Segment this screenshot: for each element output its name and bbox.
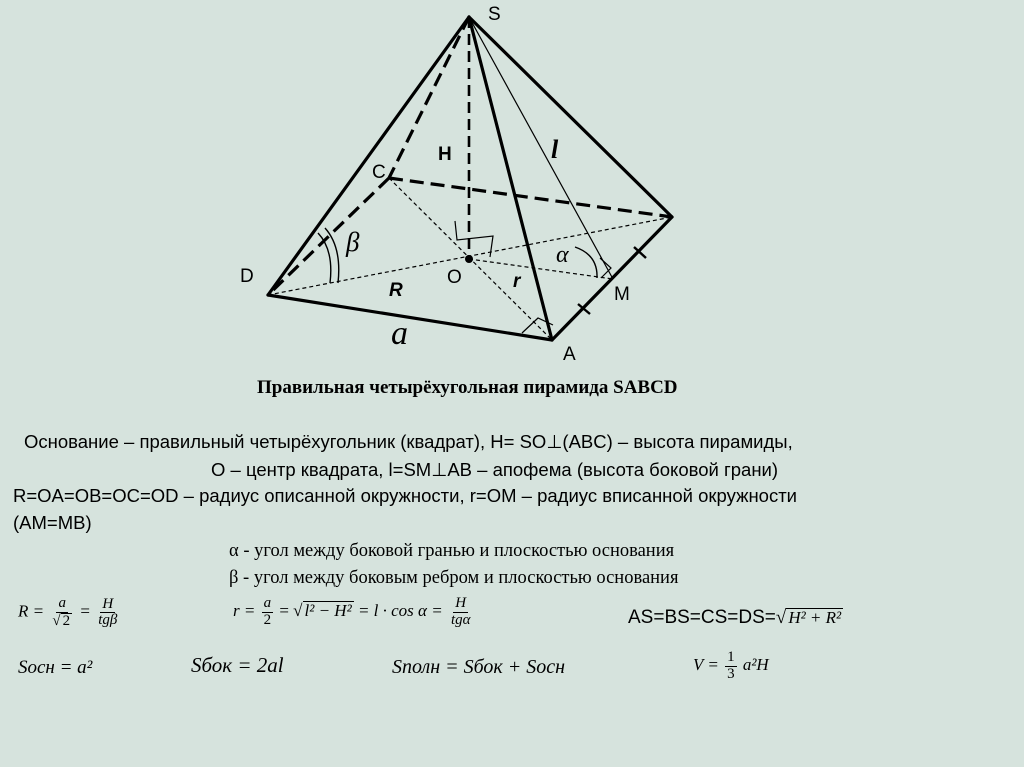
formula-edges-lhs: AS=BS=CS=DS= bbox=[628, 607, 776, 628]
denominator-tgb: tgβ bbox=[98, 612, 118, 629]
numerator-H: H bbox=[102, 595, 114, 612]
alpha-definition: α - угол между боковой гранью и плоскостью основания bbox=[229, 541, 675, 561]
formula-total-area: Sполн = Sбок + Sосн bbox=[392, 656, 566, 678]
edge-SB bbox=[469, 17, 672, 217]
formula-volume-lhs: V = bbox=[693, 655, 719, 675]
formula-base-area: Sосн = a² bbox=[18, 657, 93, 678]
edge-CD-hidden bbox=[268, 178, 389, 295]
right-angle-SM-mark bbox=[600, 258, 611, 278]
label-l: l bbox=[551, 135, 559, 164]
fraction-one-third bbox=[725, 650, 737, 683]
description-line-3: R=OA=OB=OC=OD – радиус описанной окружности, r=OM – радиус вписанной окружности bbox=[13, 487, 798, 506]
label-H: H bbox=[438, 144, 452, 165]
edge-DA bbox=[268, 295, 552, 340]
edge-AB bbox=[552, 217, 672, 340]
label-S: S bbox=[488, 4, 501, 25]
denominator-2: 2 bbox=[263, 611, 272, 628]
label-O: O bbox=[447, 267, 462, 288]
denominator-tga: tgα bbox=[450, 611, 471, 628]
numerator-a: a bbox=[58, 595, 66, 611]
formula-R-lhs: R = bbox=[18, 601, 45, 621]
formula-lateral-area: Sбок = 2al bbox=[191, 653, 284, 677]
description-line-4: (AM=MB) bbox=[13, 512, 92, 533]
denominator-3: 3 bbox=[727, 665, 735, 682]
label-beta: β bbox=[346, 227, 360, 257]
label-C: C bbox=[372, 162, 386, 183]
formula-volume bbox=[693, 650, 769, 683]
description-line-2: O – центр квадрата, l=SM⊥AB – апофема (высота боковой грани) bbox=[211, 459, 779, 480]
beta-arc-1 bbox=[318, 233, 331, 283]
numerator-1: 1 bbox=[727, 649, 735, 665]
label-a: a bbox=[391, 315, 408, 352]
formula-r: r = $\frac{a}{2}$ = √ l² − H² = l · cos α = $\frac{H}{\text{tgα}}$ bbox=[233, 595, 471, 628]
segment-OM bbox=[469, 259, 613, 279]
formula-lateral-edges: AS=BS=CS=DS=√ H² + R² bbox=[628, 607, 842, 628]
sqrt-l2-minus-H2: l² − H² bbox=[304, 601, 352, 621]
alpha-arc bbox=[575, 247, 597, 278]
formula-R: R = $\frac{a}{√ 2}$ = $\frac{H}{\text{tgβ}}$ bbox=[18, 595, 118, 629]
formula-volume-rest: a²H bbox=[742, 655, 769, 675]
numerator-a: a bbox=[263, 595, 272, 611]
right-angle-SO-mark bbox=[455, 221, 493, 257]
label-A: A bbox=[563, 344, 576, 365]
label-M: M bbox=[614, 284, 630, 305]
sqrt-H2-plus-R2: H² + R² bbox=[788, 608, 842, 627]
label-alpha: α bbox=[556, 242, 569, 268]
page-title: Правильная четырёхугольная пирамида SABCD bbox=[257, 377, 678, 398]
edge-CB-hidden bbox=[389, 178, 672, 217]
fraction-H-over-tgb bbox=[96, 597, 119, 630]
numerator-H: H bbox=[455, 595, 467, 611]
label-r: r bbox=[513, 271, 521, 292]
fraction-H-over-tga bbox=[449, 596, 473, 629]
label-R: R bbox=[389, 280, 403, 301]
point-O bbox=[465, 255, 473, 263]
fraction-a-over-sqrt2: $\frac{a}{√ 2}$ bbox=[52, 595, 71, 629]
formula-r-cos: = l · cos α = bbox=[357, 601, 443, 621]
label-D: D bbox=[240, 266, 254, 287]
description-line-1: Основание – правильный четырёхугольник (квадрат), H= SO⊥(ABC) – высота пирамиды, bbox=[24, 431, 793, 452]
fraction-a-over-2 bbox=[262, 596, 274, 629]
formula-r-lhs: r = bbox=[233, 601, 256, 621]
sqrt-2: 2 bbox=[62, 612, 71, 629]
beta-definition: β - угол между боковым ребром и плоскостью основания bbox=[229, 568, 679, 588]
edge-SA bbox=[469, 17, 552, 340]
edge-SC-hidden bbox=[389, 17, 469, 178]
apothem-SM bbox=[469, 17, 613, 279]
